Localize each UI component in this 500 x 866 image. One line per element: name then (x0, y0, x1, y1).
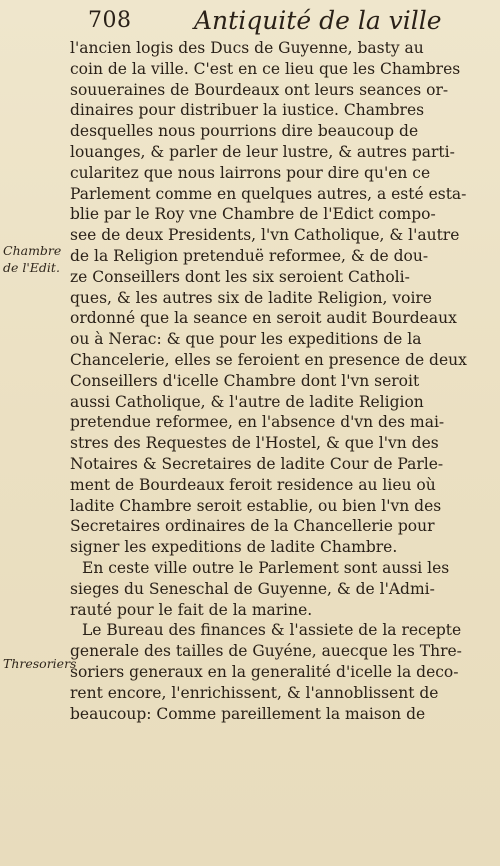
text-line: blie par le Roy vne Chambre de l'Edict compo- (70, 205, 436, 224)
text-line: louanges, & parler de leur lustre, & autres parti- (70, 142, 455, 161)
margin-note-line: de l'Edit. (3, 260, 60, 275)
text-line: rauté pour le fait de la marine. (70, 600, 313, 619)
text-line: desquelles nous pourrions dire beaucoup de (70, 122, 419, 141)
text-line: stres des Requestes de l'Hostel, & que l'vn des (70, 434, 439, 453)
text-line: ou à Nerac: & que pour les expeditions de la (70, 330, 422, 349)
text-line: dinaires pour distribuer la iustice. Chambres (70, 101, 425, 120)
margin-note-tresoriers (3, 655, 76, 672)
text-line: see de deux Presidents, l'vn Catholique, & l'autre (70, 226, 460, 245)
margin-note-chambre (3, 242, 61, 276)
text-line: Secretaires ordinaires de la Chancellerie pour (70, 517, 435, 536)
text-line: Chancelerie, elles se feroient en presence de deux (70, 350, 467, 369)
margin-note-line: Chambre (3, 243, 62, 258)
text-line: ment de Bourdeaux feroit residence au lieu où (70, 475, 436, 494)
text-line: ques, & les autres six de ladite Religion, voire (70, 288, 432, 307)
text-line: aussi Catholique, & l'autre de ladite Religion (70, 392, 424, 411)
text-line: Parlement comme en quelques autres, a esté esta- (70, 184, 467, 203)
running-title: Antiquité de la ville (194, 6, 442, 35)
text-line: coin de la ville. C'est en ce lieu que les Chambres (70, 59, 461, 78)
paragraph-start-line: Le Bureau des finances & l'assiete de la recepte (82, 621, 462, 640)
text-line: Conseillers d'icelle Chambre dont l'vn seroit (70, 371, 420, 390)
text-line: soriers generaux en la generalité d'icelle la deco- (70, 662, 459, 681)
text-line: Notaires & Secretaires de ladite Cour de Parle- (70, 454, 444, 473)
text-line: pretendue reformee, en l'absence d'vn des mai- (70, 413, 445, 432)
text-line: signer les expeditions de ladite Chambre. (70, 538, 398, 557)
margin-note-line: Thresoriers (3, 656, 77, 671)
text-line: ordonné que la seance en seroit audit Bourdeaux (70, 309, 457, 328)
body-text (70, 38, 484, 724)
text-line: souueraines de Bourdeaux ont leurs seances or- (70, 80, 449, 99)
text-line: ze Conseillers dont les six seroient Catholi- (70, 267, 410, 286)
text-line: cularitez que nous lairrons pour dire qu'en ce (70, 163, 431, 182)
paragraph-start-line: En ceste ville outre le Parlement sont aussi les (82, 558, 450, 577)
text-line: rent encore, l'enrichissent, & l'annoblissent de (70, 683, 439, 702)
text-line: generale des tailles de Guyéne, auecque les Thre- (70, 642, 462, 661)
page-header (88, 6, 488, 40)
text-line: ladite Chambre seroit establie, ou bien l'vn des (70, 496, 442, 515)
text-line: de la Religion pretenduë reformee, & de dou- (70, 246, 429, 265)
text-line: sieges du Seneschal de Guyenne, & de l'Admi- (70, 579, 435, 598)
page-number: 708 (88, 8, 132, 33)
text-line: beaucoup: Comme pareillement la maison de (70, 704, 426, 723)
text-line: l'ancien logis des Ducs de Guyenne, basty au (70, 39, 424, 57)
